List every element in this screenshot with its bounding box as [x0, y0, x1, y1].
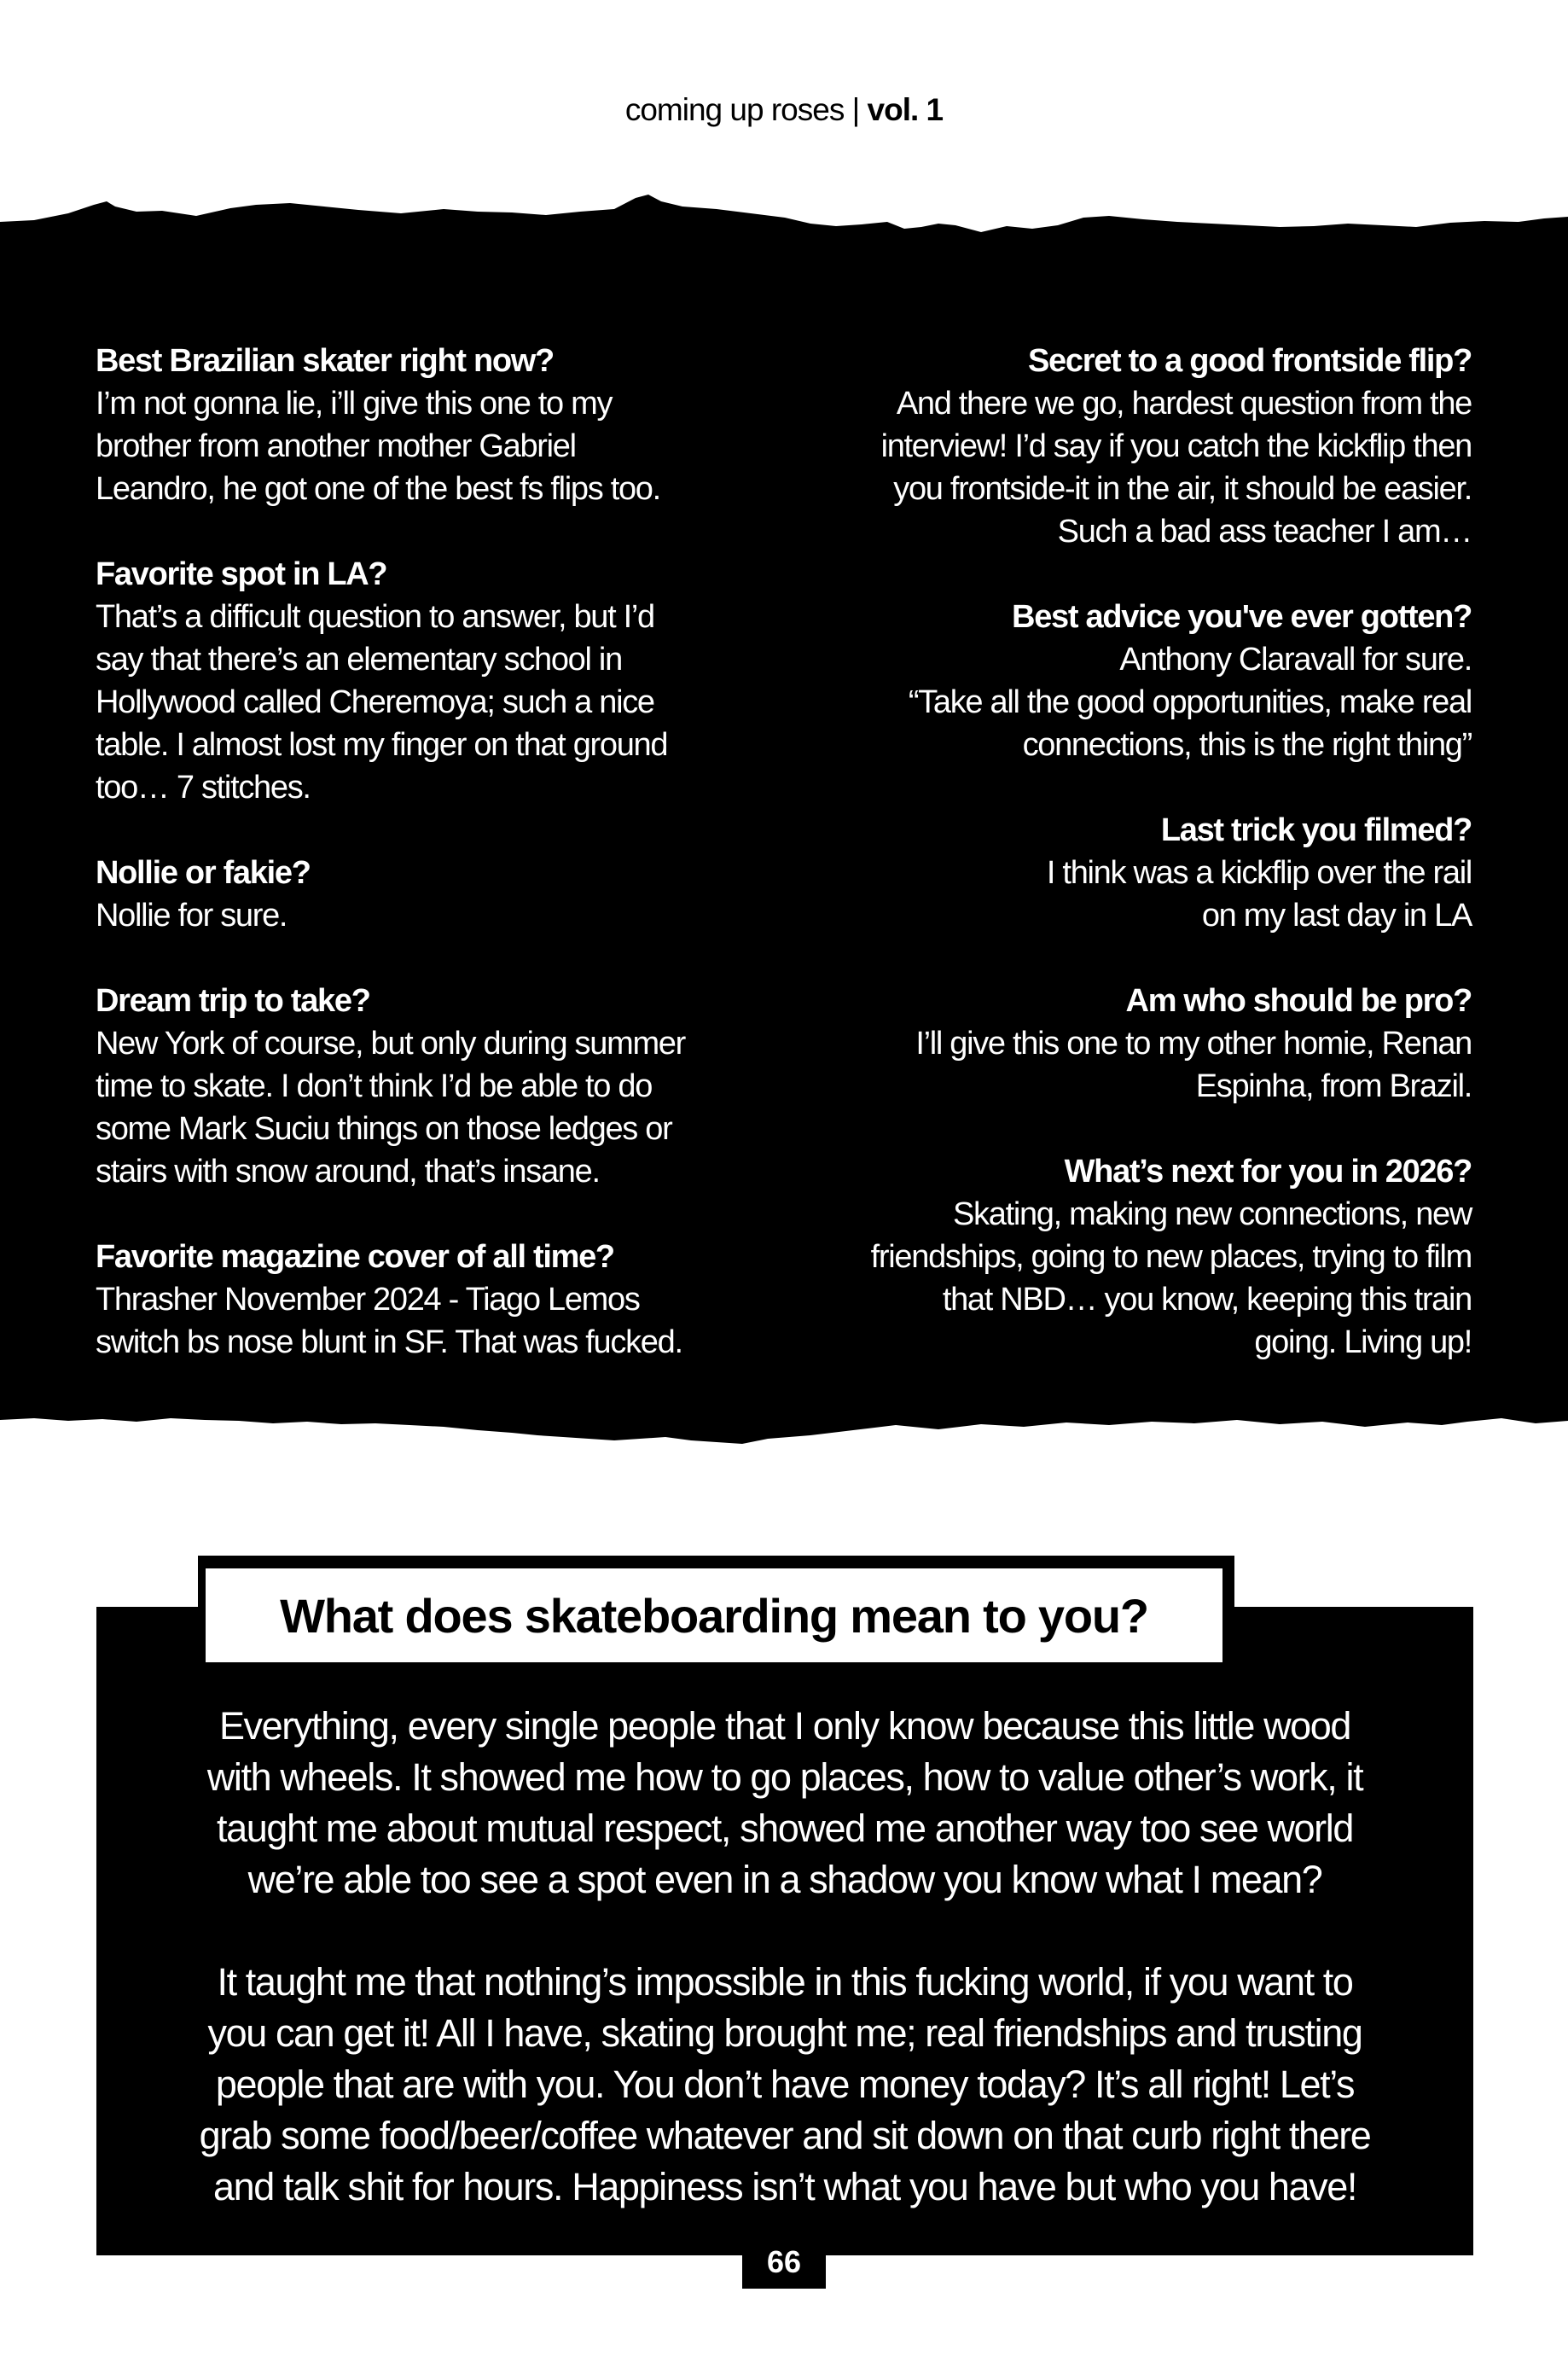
header-separator: | [851, 92, 860, 127]
volume-label: vol. 1 [867, 92, 944, 127]
question: Best Brazilian skater right now? [96, 343, 554, 379]
qa-item [802, 1150, 1472, 1364]
right-qa-column [802, 340, 1472, 1406]
answer: I’m not gonna lie, i’ll give this one to my brother from another mother Gabriel Leandro, he got one of the best fs flips too. [96, 386, 660, 507]
answer: I’ll give this one to my other homie, Renan Espinha, from Brazil. [915, 1026, 1472, 1104]
qa-item [802, 596, 1472, 766]
answer: Thrasher November 2024 - Tiago Lemos switch bs nose blunt in SF. That was fucked. [96, 1282, 682, 1360]
answer: Anthony Claravall for sure. “Take all the good opportunities, make real connections, this is the right thing” [908, 642, 1472, 763]
feature-title-frame [198, 1556, 1234, 1682]
answer: And there we go, hardest question from the interview! I’d say if you catch the kickflip then you frontside-it in the air, it should be easier. Such a bad ass teacher I am… [880, 386, 1472, 550]
page-number: 66 [742, 2236, 826, 2289]
magazine-title: coming up roses [624, 92, 845, 127]
question: Last trick you filmed? [1160, 812, 1472, 848]
qa-item [802, 340, 1472, 553]
running-header [0, 92, 1568, 128]
left-qa-column [96, 340, 778, 1406]
feature-title: What does skateboarding mean to you? [206, 1568, 1222, 1662]
question: Favorite spot in LA? [96, 556, 387, 592]
question: Best advice you've ever gotten? [1012, 599, 1472, 635]
answer: New York of course, but only during summer time to skate. I don’t think I’d be able to do some Mark Suciu things on those ledges or stairs with snow around, that’s insane. [96, 1026, 685, 1190]
answer: I think was a kickflip over the rail on my last day in LA [1046, 855, 1472, 934]
question: Favorite magazine cover of all time? [96, 1239, 614, 1275]
feature-paragraph: It taught me that nothing’s impossible in this fucking world, if you want to you can get it! All I have, skating brought me; real friendships and trusting people that are with you. You don’t have money today? It’s all right! Let’s grab some food/beer/coffee whatever and sit down on that curb right there and talk shit for hours. Happiness isn’t what you have but who you have! [199, 1960, 1371, 2208]
question: Am who should be pro? [1125, 983, 1472, 1019]
answer: That’s a difficult question to answer, but I’d say that there’s an elementary school in Hollywood called Cheremoya; such a nice table. I almost lost my finger on that ground too… 7 stitches. [96, 599, 668, 806]
qa-item [96, 340, 778, 510]
qa-item [802, 809, 1472, 937]
qa-item [96, 553, 778, 809]
qa-item [802, 980, 1472, 1108]
answer: Nollie for sure. [96, 898, 287, 934]
question: Secret to a good frontside flip? [1028, 343, 1472, 379]
qa-item [96, 852, 778, 937]
question: Nollie or fakie? [96, 855, 311, 891]
question: Dream trip to take? [96, 983, 370, 1019]
feature-paragraph: Everything, every single people that I only know because this little wood with wheels. It showed me how to go places, how to value other’s work, it taught me about mutual respect, showed me another way too see world we’re able too see a spot even in a shadow you know what I mean? [206, 1704, 1363, 1901]
answer: Skating, making new connections, new friendships, going to new places, trying to film that NBD… you know, keeping this train going. Living up! [870, 1196, 1472, 1360]
qa-item [96, 980, 778, 1193]
feature-body [96, 1701, 1473, 2264]
question: What’s next for you in 2026? [1064, 1154, 1472, 1190]
qa-item [96, 1236, 778, 1364]
